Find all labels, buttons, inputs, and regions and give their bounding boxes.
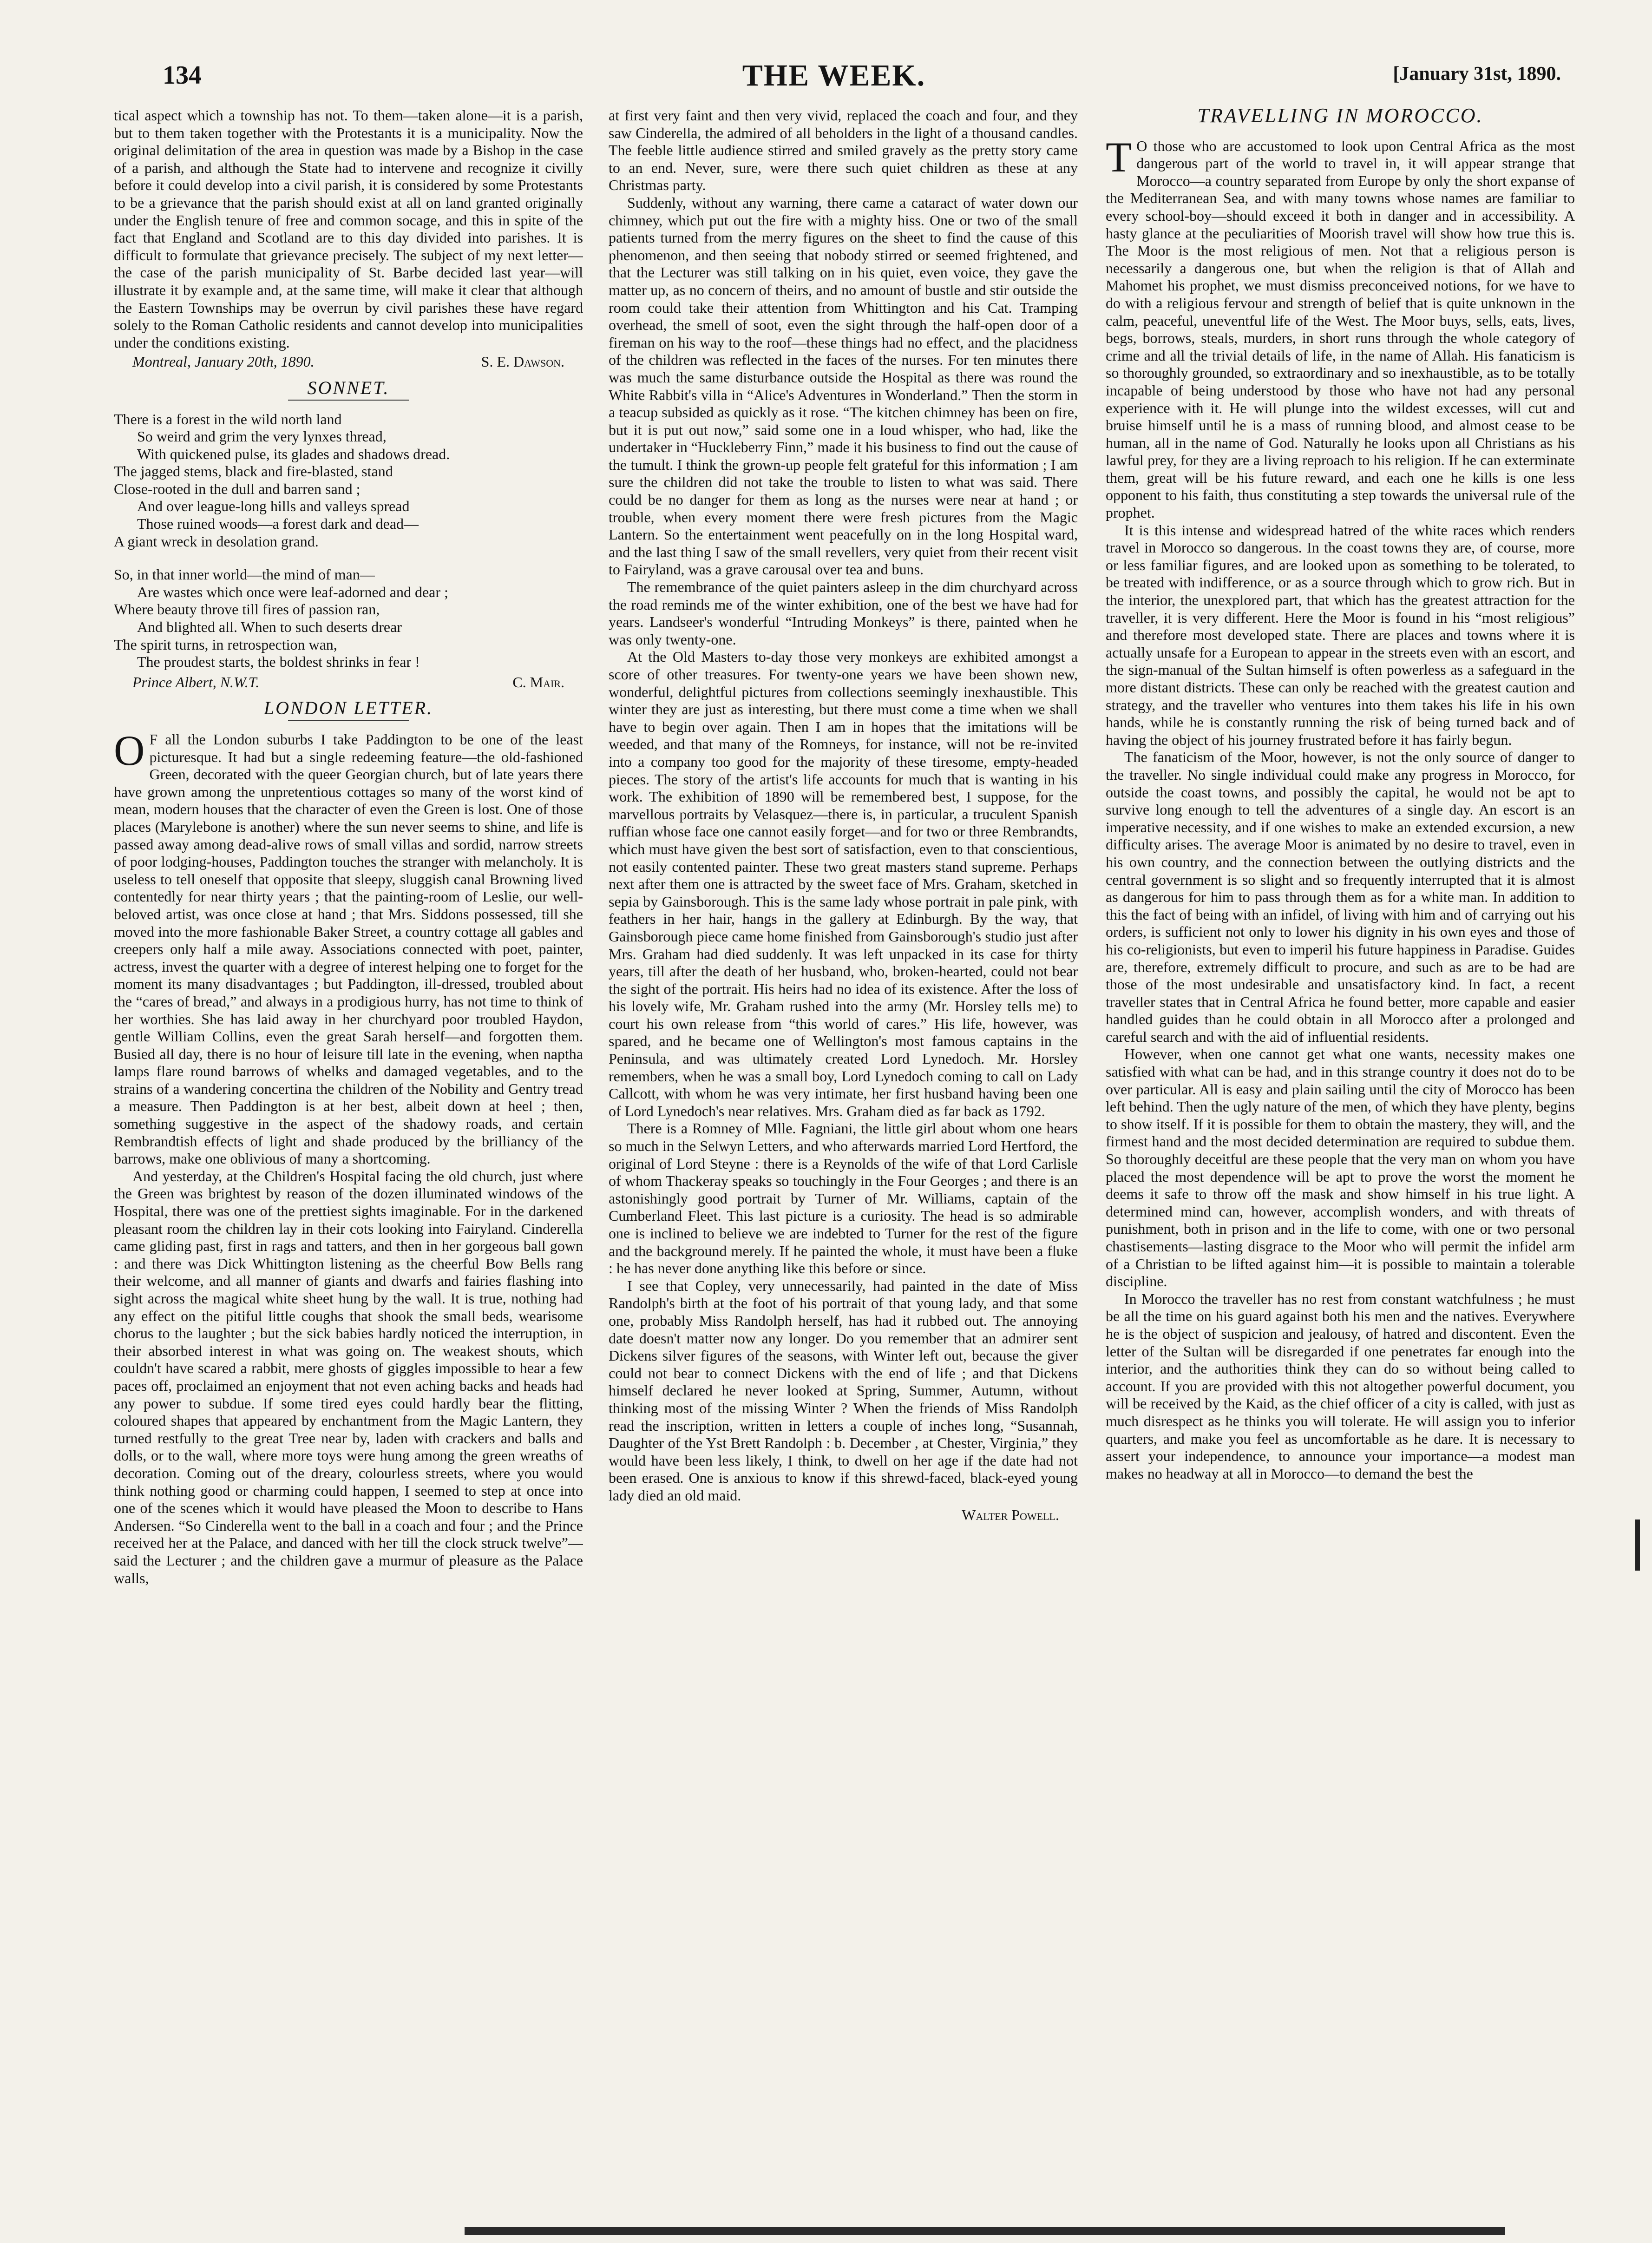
stanza-break — [114, 550, 583, 566]
poem-line: The spirit turns, in retrospection wan, — [114, 636, 337, 653]
poem-line: The proudest starts, the boldest shrinks in fear ! — [137, 653, 420, 671]
sonnet-title: SONNET. — [307, 377, 390, 398]
poem-line: The jagged stems, black and fire-blasted, stand — [114, 463, 393, 480]
london-letter-paragraph: I see that Copley, very unnecessarily, had painted in the date of Miss Randolph's birth at the foot of his portrait of that young lady, and that some one, probably Miss Randolph herself, has had it rubbed out. The annoying date doesn't matter now any longer. Do you remember that an admirer sent Dickens silver figures of the seasons, with Winter left out, because the giver could not bear to connect Dickens with the end of life ; and that Dickens himself declared he never looked at Spring, Summer, Autumn, without thinking most of the missing Winter ? When the friends of Miss Randolph read the inscription, written in letters a couple of inches long, “Susannah, Daughter of the Yst Brett Randolph : b. December , at Chester, Virginia,” they would have been less likely, I think, to dwell on her age if the date had not been erased. One is anxious to know if this shrewd-faced, black-eyed young lady died an old maid. — [609, 1277, 1078, 1504]
london-letter-heading — [114, 699, 583, 721]
morocco-paragraph: It is this intense and widespread hatred of the white races which renders travel in Morocco so dangerous. In the coast towns they are, of course, more or less familiar figures, and are looked upon as something to be tolerated, to be treated with indifference, or as a source through which to grow rich. But in the interior, the unexplored part, that which has the greatest attraction for the traveller, it is very different. Here the Moor is found in his “most religious” and therefore most developed state. There are places and towns where it is actually unsafe for a European to appear in the streets even with an escort, and the sign-manual of the Sultan himself is often powerless as a safeguard in the more distant districts. These can only be reached with the greatest caution and strategy, and the traveller who ventures into them takes his life in his own hands, while he is constantly running the risk of being turned back and of having the object of his journey frustrated before it has fairly begun. — [1106, 521, 1575, 748]
poem-line: Those ruined woods—a forest dark and dead— — [137, 515, 419, 533]
london-letter-paragraph: The remembrance of the quiet painters asleep in the dim churchyard across the road reminds me of the winter exhibition, one of the best we have had for years. Landseer's wonderful “Intruding Monkeys” is there, painted when he was only twenty-one. — [609, 579, 1078, 648]
issue-date: [January 31st, 1890. — [1393, 63, 1561, 85]
london-letter-paragraph: There is a Romney of Mlle. Fagniani, the little girl about whom one hears so much in the Selwyn Letters, and who afterwards married Lord Hertford, the original of Lord Steyne : there is a Reynolds of the wife of that Lord Carlisle of whom Thackeray speaks so touchingly in the Four Georges ; and there is an astonishingly good portrait by Turner of Mr. Williams, captain of the Cumberland Fleet. This last picture is a curiosity. The head is so admirable one is inclined to believe we are indebted to Turner for the rest of the figure and the background merely. If he painted the whole, it must have been a fluke : he has never done anything like this before or since. — [609, 1120, 1078, 1277]
margin-mark — [1635, 1519, 1640, 1571]
poem-line: Are wastes which once were leaf-adorned and dear ; — [137, 583, 448, 600]
morocco-paragraph: In Morocco the traveller has no rest from constant watchfulness ; he must be all the time on his guard against both his men and the natives. Everywhere he is the object of suspicion and jealousy, of hatred and discontent. Even the letter of the Sultan will be disregarded if one penetrates far enough into the interior, and the authorities think they can do so without being called to account. If you are provided with this not altogether powerful document, you will be received by the Kaid, as the chief officer of a city is called, with just as much disrespect as he thinks you will tolerate. He will assign you to inferior quarters, and make you feel as uncomfortable as he dare. It is necessary to assert your independence, to announce your importance—a modest man makes no headway at all in Morocco—to demand the best the — [1106, 1290, 1575, 1482]
publication-title: THE WEEK. — [742, 59, 926, 92]
page-number: 134 — [163, 61, 202, 90]
london-letter-paragraph — [114, 727, 583, 1168]
poem-line: Where beauty throve till fires of passion ran, — [114, 601, 380, 618]
morocco-heading: TRAVELLING IN MOROCCO. — [1197, 107, 1483, 127]
poem-line: Close-rooted in the dull and barren sand ; — [114, 480, 361, 497]
sonnet-signoff — [114, 674, 583, 691]
poem-line: So weird and grim the very lynxes thread, — [137, 428, 387, 445]
signoff-place: Montreal, January 20th, 1890. — [132, 353, 315, 370]
column-2 — [609, 107, 1078, 2189]
signoff-author: C. Mair. — [512, 673, 564, 691]
london-letter-paragraph: at first very faint and then very vivid, replaced the coach and four, and they saw Cinderella, the admired of all beholders in the light of a thousand candles. The feeble little audience stirred and smiled gravely as the pretty story came to an end. Never, sure, were there such quiet children as these at any Christmas party. — [609, 107, 1078, 194]
article-continuation: tical aspect which a township has not. To them—taken alone—it is a parish, but to them taken together with the Protestants it is a municipality. Now the original delimitation of the area in question was made by a Bishop in the case of a parish, and although the State had to intervene and recognize it civilly before it could develop into a civil parish, it is considered by some Protestants to be a grievance that the parish should exist at all on land granted originally under the English tenure of free and common socage, and this in spite of the fact that England and Scotland are to this day divided into parishes. It is difficult to formulate that grievance precisely. The subject of my next letter—the case of the parish municipality of St. Barbe decided last year—will illustrate it by example and, at the same time, will make it clear that although the Eastern Townships may be overrun by civil parishes these have regard solely to the Roman Catholic residents and cannot develop into municipalities under the conditions existing. — [114, 107, 583, 351]
paragraph-text: O those who are accustomed to look upon Central Africa as the most dangerous part of the world to travel in, it will appear strange that Morocco—a country separated from Europe by only the short expanse of the Mediterranean Sea, and with many towns whose names are familiar to every school-boy—should exceed it both in danger and in accessibility. A hasty glance at the peculiarities of Moorish travel will show how true this is. The Moor is the most religious of men. Not that a religious person is necessarily a dangerous one, but when the religion is that of Allah and Mahomet his prophet, we must dismiss preconceived notions, for we have to do with a religious fervour and strength of belief that is quite unknown in the calm, peaceful, uneventful life of the West. The Moor buys, sells, eats, lives, begs, borrows, steals, murders, in short runs through the whole category of crime and all the trivial details of life, in the name of Allah. His fanaticism is so thoroughly grounded, so extraordinary and so inexhaustible, as to be totally incapable of being understood by those who have not had any personal experience with it. He will plunge into the wildest excesses, will cut and bruise himself until he is a mass of running blood, and almost cease to be human, all in the name of God. Naturally he looks upon all Christians as his lawful prey, for they are a living reproach to his religion. If he can exterminate them, great will be his future reward, and each one he kills is one less opponent to his faith, thus constituting a step towards the universal rule of the prophet. — [1106, 137, 1575, 521]
poem-line: And over league-long hills and valleys spread — [137, 498, 410, 515]
morocco-paragraph: However, when one cannot get what one wants, necessity makes one satisfied with what can be had, and in this strange country it does not do to be over particular. All is easy and plain sailing until the city of Morocco has been left behind. Then the ugly nature of the men, of which they have plenty, begins to show itself. If it is possible for them to obtain the mastery, they will, and the firmest hand and the most decided determination are required to subdue them. So thoroughly deceitful are these people that the very man on whom you have placed the most dependence will be apt to prove the worst the moment he deems it safe to throw off the mask and show himself in his true light. A determined mind can, however, accomplish wonders, and with threats of punishment, both in prison and in the life to come, with one or two personal chastisements—lasting disgrace to the Moor who will permit the infidel arm of a Christian to be lifted against him—it is possible to maintain a tolerable discipline. — [1106, 1046, 1575, 1290]
drop-cap: O — [114, 727, 145, 774]
heading-rule — [288, 720, 409, 721]
paragraph-text: F all the London suburbs I take Paddington to be one of the least picturesque. It had but a single redeeming feature—the old-fashioned Green, decorated with the queer Georgian church, but of late years there have grown among the unpretentious cottages so many of the worst kind of mean, modern houses that the character of even the Green is lost. One of those places (Marylebone is another) where the sun never seems to shine, and life is passed away among dead-alive rows of small villas and sordid, narrow streets of poor lodging-houses, Paddington touches the stranger with melancholy. It is useless to tell oneself that opposite that sleepy, sluggish canal Browning lived contentedly for near thirty years ; that the painting-room of Leslie, our well-beloved artist, was once close at hand ; that Mrs. Siddons possessed, till she moved into the more fashionable Baker Street, a country cottage all gables and creepers only half a mile away. Associations connected with poet, painter, actress, invest the quarter with a degree of interest helping one to forget for the moment its many disadvantages ; but Paddington, ill-dressed, troubled about the “cares of bread,” and always in a prodigious hurry, has not time to think of her worthies. She has laid away in her churchyard poor troubled Haydon, gentle William Collins, even the great Sarah herself—and forgotten them. Busied all day, there is no hour of leisure till late in the evening, when naptha lamps flare round barrows of whelks and damaged vegetables, and to the strains of a wandering concertina the children of the Nobility and Gentry tread a measure. Then Paddington is at her best, albeit down at heel ; then, something suggestive in the aspect of the shadowy roads, and certain Rembrandtish effects of light and shade produced by the brilliancy of the barrows, make one oblivious of many a shortcoming. — [114, 731, 583, 1167]
drop-cap: T — [1106, 133, 1132, 181]
signoff-author: S. E. Dawson. — [481, 353, 564, 370]
scan-edge-bar — [465, 2227, 1505, 2235]
letter-signoff — [114, 353, 583, 371]
poem-line: There is a forest in the wild north land — [114, 410, 342, 428]
signoff-spacer — [609, 1506, 627, 1524]
morocco-paragraph: The fanaticism of the Moor, however, is not the only source of danger to the traveller. No single individual could make any progress in Morocco, for outside the coast towns, and possibly the capital, he would not be apt to survive long enough to tell the adventures of a single day. An escort is an imperative necessity, and if one wishes to make an extended excursion, a new difficulty arises. The average Moor is animated by no desire to travel, even in his own country, and the connection between the outlying districts and the central government is so slight and so frequently interrupted that it is almost as dangerous for him to pass through them as for a white man. In addition to this the fact of being with an infidel, of living with him and of carrying out his orders, is sufficient not only to lower his dignity in his own eyes and those of his co-religionists, but even to imperil his future happiness in Paradise. Guides are, therefore, extremely difficult to procure, and such as are to be had are those of the most undesirable and unsatisfactory kind. In fact, a recent traveller states that in Central Africa he found better, more capable and easier handled guides than he could obtain in all Morocco after a prolonged and careful search and with the aid of influential residents. — [1106, 749, 1575, 1045]
morocco-paragraph — [1106, 133, 1575, 522]
london-letter-paragraph: And yesterday, at the Children's Hospital facing the old church, just where the Green was brightest by reason of the dozen illuminated windows of the Hospital, there was one of the prettiest sights imaginable. For in the darkened pleasant room the children lay in their cots looking into Fairyland. Cinderella came gliding past, first in rags and tatters, and then in her gorgeous ball gown : and there was Dick Whittington listening as the cheerful Bow Bells rang their welcome, and all manner of giants and dwarfs and fairies flashing into sight across the magical white sheet hung by the wall. It is true, nothing had any effect on the pitiful little coughs that shook the small beds, wearisome chorus to the laughter ; but the sick babies hardly noticed the interruption, in their absorbed interest in what was going on. The weakest shouts, which couldn't have scared a rabbit, mere ghosts of giggles impossible to hear a few paces off, proclaimed an enjoyment that not even aching backs and heads had any power to subdue. If some tired eyes could hardly bear the flitting, coloured shapes that appeared by enchantment from the Magic Lantern, they turned restfully to the great Tree near by, laden with crackers and balls and dolls, or to the wall, where more toys were hung among the green wreaths of decoration. Coming out of the dreary, colourless streets, where you would think nothing good or charming could happen, I seemed to step at once into one of the scenes which it would have pleased the Moon to describe to Hans Andersen. “So Cinderella went to the ball in a coach and four ; and the Prince received her at the Palace, and danced with her till the clock struck twelve”—said the Lecturer ; and the children gave a murmur of pleasure as the Palace walls, — [114, 1167, 583, 1586]
london-letter-paragraph: At the Old Masters to-day those very monkeys are exhibited amongst a score of other treasures. For twenty-one years we have been shown new, wonderful, delightful pictures from collections seemingly inexhaustible. This winter they are just as interesting, but there must come a time when we shall have to begin over again. Then I am in hopes that the imitations will be weeded, and that many of the Romneys, for instance, will not be re-invited into a company too good for the majority of these tiresome, empty-headed pieces. The story of the artist's life accounts for much that is wanting in his work. The exhibition of 1890 will be remembered best, I suppose, for the marvellous portraits by Velasquez—there is, in particular, a truculent Spanish ruffian whose face one cannot easily forget—and for two or three Rembrandts, which must have given the best sort of satisfaction, even to that conscientious, not easily contented painter. These two great masters stand supreme. Perhaps next after them one is attracted by the sweet face of Mrs. Graham, sketched in sepia by Gainsborough. This is the same lady whose portrait in pale pink, with feathers in her hair, hangs in the gallery at Edinburgh. By the way, that Gainsborough piece came home finished from Gainsborough's studio just after Mrs. Graham had died suddenly. It was left unpacked in its case for thirty years, till after the death of her husband, who, broken-hearted, could not bear the sight of the portrait. His heirs had no idea of its existence. After the loss of his lovely wife, Mr. Graham rushed into the army (Mr. Horsley tells me) to court his own release from “this world of cares.” His life, however, was spared, and he became one of Wellington's most famous captains in the Peninsula, and was ultimately created Lord Lynedoch. Mr. Horsley remembers, when he was a small boy, Lord Lynedoch coming to call on Lady Callcott, with whom he was very intimate, her first husband having been one of Lord Lynedoch's near relatives. Mrs. Graham died as far back as 1792. — [609, 648, 1078, 1119]
london-letter-signoff — [609, 1506, 1078, 1524]
signoff-author: Walter Powell. — [962, 1506, 1059, 1523]
poem-line: With quickened pulse, its glades and shadows dread. — [137, 445, 450, 462]
heading-rule — [288, 400, 409, 401]
london-letter-paragraph: Suddenly, without any warning, there came a cataract of water down our chimney, which put out the fire with a mighty hiss. One or two of the small patients turned from the merry figures on the sheet to find the cause of this phenomenon, and then seeing that nobody stirred or seemed frightened, and that the Lecturer was still talking on in his quiet, even voice, they gave the matter up, as no concern of theirs, and no amount of bustle and stir outside the room could take their attention from Whittington and his Cat. Tramping overhead, the smell of soot, even the sight through the half-open door of a fireman on his way to the roof—these things had no effect, and the placidness of the children was reflected in the faces of the nurses. For ten minutes there was much the same disturbance outside the Hospital as there was round the White Rabbit's villa in “Alice's Adventures in Wonderland.” Then the storm in a teacup subsided as quickly as it rose. “The kitchen chimney has been on fire, but it is put out now,” said some one in a loud whisper, who had, like the undertaker in “Huckleberry Finn,” made it his business to find out the cause of the tumult. I think the grown-up people felt grateful for this information ; I am sure the children did not take the trouble to listen to what was said. There could be no danger for them as long as the nurses were near at hand ; or trouble, when every moment there were fresh pictures from the Magic Lantern. So the entertainment went peacefully on in the long Hospital ward, and the last thing I saw of the small revellers, very quiet from their recent visit to Fairyland, was a grave carousal over tea and buns. — [609, 194, 1078, 578]
column-1 — [114, 107, 583, 2189]
poem-line: So, in that inner world—the mind of man— — [114, 566, 375, 583]
london-letter-title: LONDON LETTER. — [263, 697, 433, 719]
signoff-place: Prince Albert, N.W.T. — [132, 673, 260, 691]
column-3 — [1106, 107, 1575, 2189]
sonnet-heading — [114, 379, 583, 401]
page-header — [107, 46, 1561, 98]
poem-line: And blighted all. When to such deserts drear — [137, 618, 402, 636]
poem-line: A giant wreck in desolation grand. — [114, 533, 319, 550]
sonnet-poem — [114, 411, 583, 671]
